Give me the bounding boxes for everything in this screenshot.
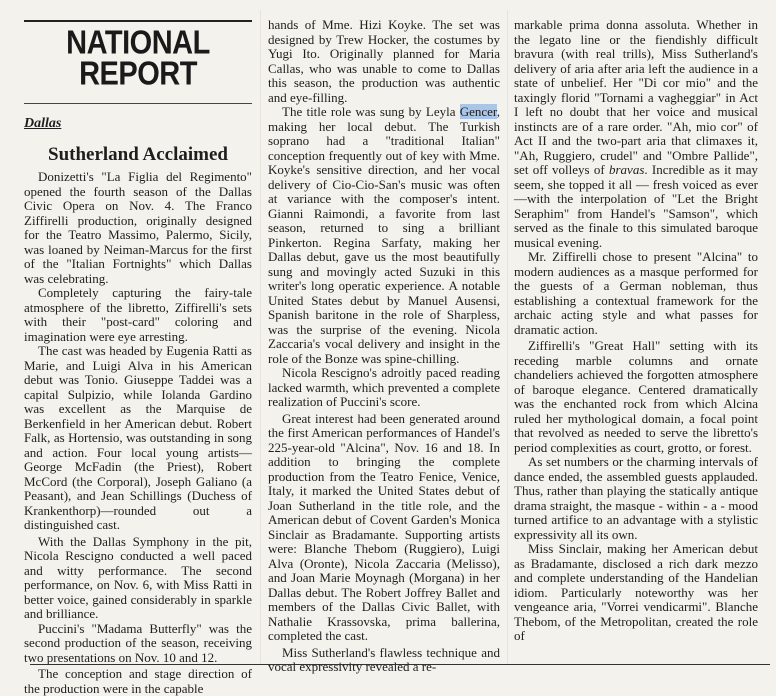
paragraph: With the Dallas Symphony in the pit, Nicola Rescigno conducted a well paced and witty performance. The second performance, on Nov. 6, with Miss Ratti in better voice, gained considerably in sparkle and brilliance.: [24, 533, 252, 621]
paragraph: The conception and stage direction of the production were in the capable: [24, 666, 252, 696]
paragraph: The cast was headed by Eugenia Ratti as Marie, and Luigi Alva in his American debut was Tonio. Giuseppe Taddei was a capital Sulpizio, while Iolanda Gardino was excellent as the Marquise de Berkenfield in her American debut. Robert Falk, as Hortensio, was outstanding in song and action. Four local young artists—George McFadin (the Priest), Robert McCord (the Corporal), Joseph Galiano (a Peasant), and Jean Schillings (Duchess of Krankenthorp)—rounded out a distinguished cast.: [24, 343, 252, 532]
paragraph: Donizetti's "La Figlia del Regimento" opened the fourth season of the Dallas Civic Opera on Nov. 4. The Franco Ziffirelli production, originally designed for the Teatro Massimo, Palermo, Sicily, was loaned by Neiman-Marcus for the first of the "Italian Fortnights" which Dallas was celebrating.: [24, 169, 252, 286]
paragraph: As set numbers or the charming intervals of dance ended, the assembled guests applauded. Thus, rather than playing the statically antique drama straight, the masque - within - a - mood turned artifice to an advantage with a stylistic expressivity all its own.: [514, 454, 758, 542]
paragraph: Nicola Rescigno's adroitly paced reading lacked warmth, which prevented a complete realization of Puccini's score.: [268, 365, 500, 409]
paragraph: Ziffirelli's "Great Hall" setting with its receding marble columns and ornate chandeliers achieved the forgotten atmosphere of baroque elegance. Centered dramatically was the enchanted rock from which Alcina ruled her mythological domain, a focal point that revolved as needed to serve the libretto's period complexities as court, grotto, or forest.: [514, 338, 758, 455]
section-label: Dallas: [24, 116, 62, 131]
text-run: , making her local debut. The Turkish soprano had a "traditional Italian" conception frequently out of key with Mme. Koyke's sensitive direction, and her vocal delivery of Cio-Cio-San's music was often at variance with the composer's intent. Gianni Raimondi, a favorite from last season, returned to sing a brilliant Pinkerton. Regina Sarfaty, making her Dallas debut, gave us the most beautifully sung and movingly acted Suzuki in this writer's long operatic experience. A notable United States debut by Manuel Ausensi, Spanish baritone in the role of Sharpless, was the surprise of the evening. Nicola Zaccaria's vocal delivery and insight in the role of the Bonze was spine-chilling.: [268, 104, 500, 366]
bottom-rule: [30, 664, 770, 665]
paragraph: [514, 18, 758, 250]
text-run: . Incredible as it may seem, she topped it all — fresh voiced as ever—with the interpolation of "Let the Bright Seraphim" from Handel's "Samson", which served as the finale to this simulated baroque musical evening.: [514, 162, 758, 250]
masthead-rule: [24, 103, 252, 104]
paragraph: Mr. Ziffirelli chose to present "Alcina" to modern audiences as a masque performed for the guests of a German nobleman, thus establishing a contextual framework for the archaic acting style and what passes for dramatic action.: [514, 249, 758, 337]
masthead-line-2: REPORT: [79, 55, 197, 93]
article-column-1: [24, 170, 252, 696]
paragraph: Completely capturing the fairy-tale atmosphere of the libretto, Ziffirelli's sets with their "post-card" coloring and imagination were eye arresting.: [24, 285, 252, 344]
top-rule: [24, 20, 252, 22]
article-column-2: [268, 18, 500, 675]
text-run: markable prima donna assoluta. Whether in the legato line or the fiendishly difficult bravura (with real trills), Miss Sutherland's delivery of aria after aria left the audience in a state of unbelief. Her "Di cor mio" and the taxingly florid "Tornami a vagheggiar" in Act I left no doubt that her voice and musical instincts are of a rare order. "Ah, mio cor" of Act II and the two-part aria that climaxes it, "Ah, Ruggiero, crudel" and "Ombre Pallide", set off volleys of: [514, 17, 758, 177]
paragraph: hands of Mme. Hizi Koyke. The set was designed by Trew Hocker, the costumes by Yugi Ito. Originally planned for Maria Callas, who was unable to come to Dallas this season, the production was authentic and eye-filling.: [268, 17, 500, 105]
paragraph: Puccini's "Madama Butterfly" was the second production of the season, receiving two presentations on Nov. 10 and 12.: [24, 620, 252, 665]
article-column-3: [514, 18, 758, 644]
column-divider: [260, 10, 261, 665]
italic-text: bravas: [608, 162, 645, 177]
selected-text[interactable]: Gencer: [459, 104, 497, 119]
paragraph: Miss Sinclair, making her American debut as Bradamante, disclosed a rich dark mezzo and complete understanding of the Handelian idiom. Particularly noteworthy was her vengeance aria, "Vorrei vendicarmi". Blanche Thebom, of the Metropolitan, created the role of: [514, 541, 758, 643]
paragraph: [268, 105, 500, 366]
masthead-line-1: NATIONAL: [66, 24, 210, 62]
text-run: The title role was sung by Leyla: [282, 104, 460, 119]
masthead: [24, 24, 252, 93]
column-divider: [507, 10, 508, 665]
paragraph: Miss Sutherland's flawless technique and vocal expressivity revealed a re-: [268, 644, 500, 674]
headline: Sutherland Acclaimed: [48, 144, 228, 165]
paragraph: Great interest had been generated around the first American performances of Handel's 225-year-old "Alcina", Nov. 16 and 18. In addition to bringing the complete production from the Teatro Fenice, Venice, Italy, it marked the United States debut of Joan Sutherland in the title role, and the American debut of Covent Garden's Monica Sinclair as Bradamante. Supporting artists were: Blanche Thebom (Ruggiero), Luigi Alva (Oronte), Nicola Zaccaria (Melisso), and Joan Marie Moynagh (Morgana) in her Dallas debut. The Robert Joffrey Ballet and members of the Dallas Civic Ballet, with Nathalie Krassovska, prima ballerina, completed the cast.: [268, 410, 500, 643]
